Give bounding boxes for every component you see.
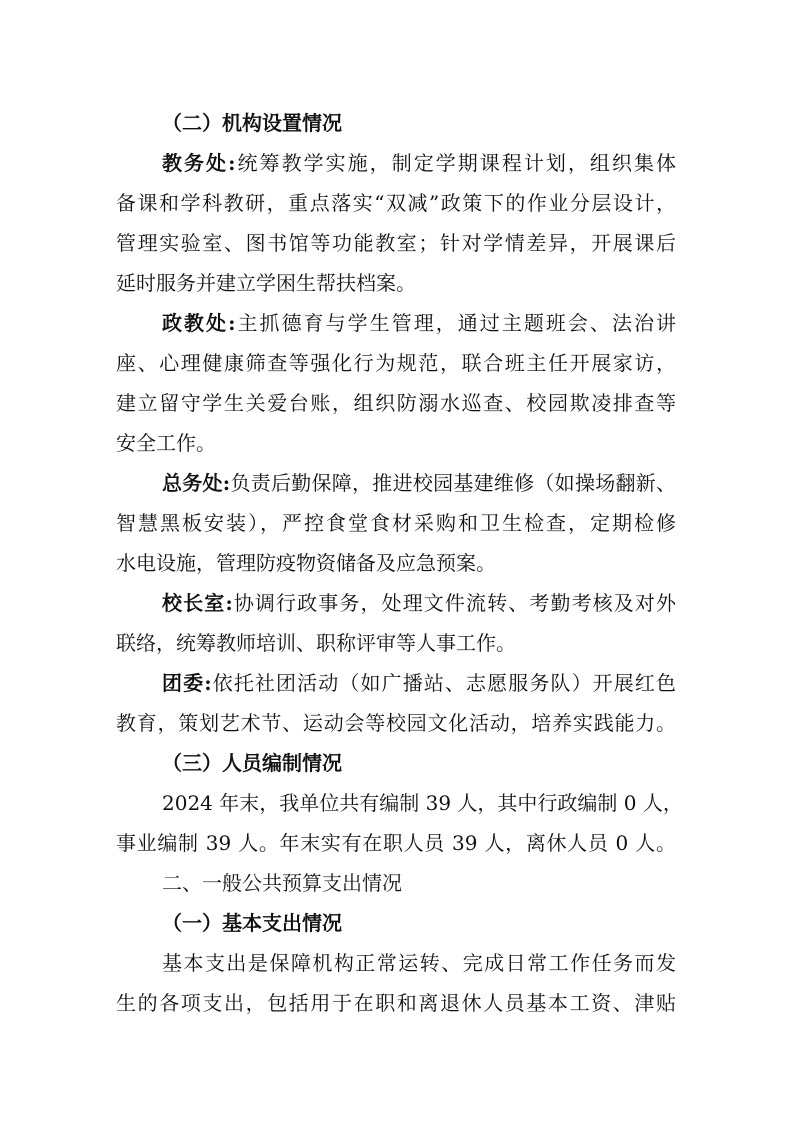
paragraph-zhengjiao-line-2: 座、心理健康筛查等强化行为规范，联合班主任开展家访， [116, 351, 676, 375]
dept-colon-jiaowu: : [228, 151, 236, 175]
paragraph-xiaozhang-line-1 [162, 589, 676, 617]
paragraph-basic-line-1: 基本支出是保障机构正常运转、完成日常工作任务而发 [162, 951, 676, 975]
paragraph-text: 负责后勤保障，推进校园基建维修（如操场翻新、 [230, 471, 677, 495]
section-heading-org-setup: （二）机构设置情况 [162, 111, 342, 135]
paragraph-jiaowu-line-3: 管理实验室、图书馆等功能教室；针对学情差异，开展课后 [116, 231, 676, 255]
paragraph-jiaowu-line-1 [162, 149, 676, 177]
dept-colon-zhengjiao: : [228, 311, 236, 335]
paragraph-staffing-line-1: 2024 年末，我单位共有编制 39 人，其中行政编制 0 人， [162, 791, 683, 815]
paragraph-jiaowu-line-4: 延时服务并建立学困生帮扶档案。 [116, 271, 416, 295]
paragraph-xiaozhang-line-2: 联络，统筹教师培训、职称评审等人事工作。 [116, 631, 516, 655]
dept-colon-tuanwei: : [204, 671, 212, 695]
paragraph-text: 依托社团活动（如广播站、志愿服务队）开展红色 [211, 671, 677, 695]
dept-label-jiaowu: 教务处 [162, 151, 229, 175]
dept-colon-xiaozhang: : [225, 591, 233, 615]
dept-label-xiaozhang: 校长室 [162, 591, 226, 615]
section-heading-basic-expenditure: （一）基本支出情况 [162, 911, 342, 935]
part-heading-general-budget: 二、一般公共预算支出情况 [162, 871, 402, 895]
dept-label-zhengjiao: 政教处 [162, 311, 229, 335]
paragraph-zhengjiao-line-1 [162, 309, 676, 337]
paragraph-zongwu-line-3: 水电设施，管理防疫物资储备及应急预案。 [116, 551, 496, 575]
paragraph-text: 主抓德育与学生管理，通过主题班会、法治讲 [235, 311, 677, 335]
paragraph-staffing-line-2: 事业编制 39 人。年末实有在职人员 39 人，离休人员 0 人。 [116, 831, 676, 855]
paragraph-tuanwei-line-1 [162, 669, 676, 697]
dept-colon-zongwu: : [222, 471, 231, 495]
paragraph-text: 统筹教学实施，制定学期课程计划，组织集体 [235, 151, 677, 175]
paragraph-zongwu-line-2: 智慧黑板安装），严控食堂食材采购和卫生检查，定期检修 [116, 511, 676, 535]
paragraph-basic-line-2: 生的各项支出，包括用于在职和离退休人员基本工资、津贴 [116, 991, 676, 1015]
paragraph-jiaowu-line-2: 备课和学科教研，重点落实“双减”政策下的作业分层设计， [116, 191, 676, 215]
dept-label-tuanwei: 团委 [162, 671, 205, 695]
paragraph-zhengjiao-line-4: 安全工作。 [116, 431, 216, 455]
paragraph-zhengjiao-line-3: 建立留守学生关爱台账，组织防溺水巡查、校园欺凌排查等 [116, 391, 676, 415]
paragraph-zongwu-line-1 [162, 469, 676, 497]
section-heading-staffing: （三）人员编制情况 [162, 751, 342, 775]
dept-label-zongwu: 总务处 [162, 471, 223, 495]
paragraph-tuanwei-line-2: 教育，策划艺术节、运动会等校园文化活动，培养实践能力。 [116, 711, 676, 735]
paragraph-text: 协调行政事务，处理文件流转、考勤考核及对外 [232, 591, 677, 615]
